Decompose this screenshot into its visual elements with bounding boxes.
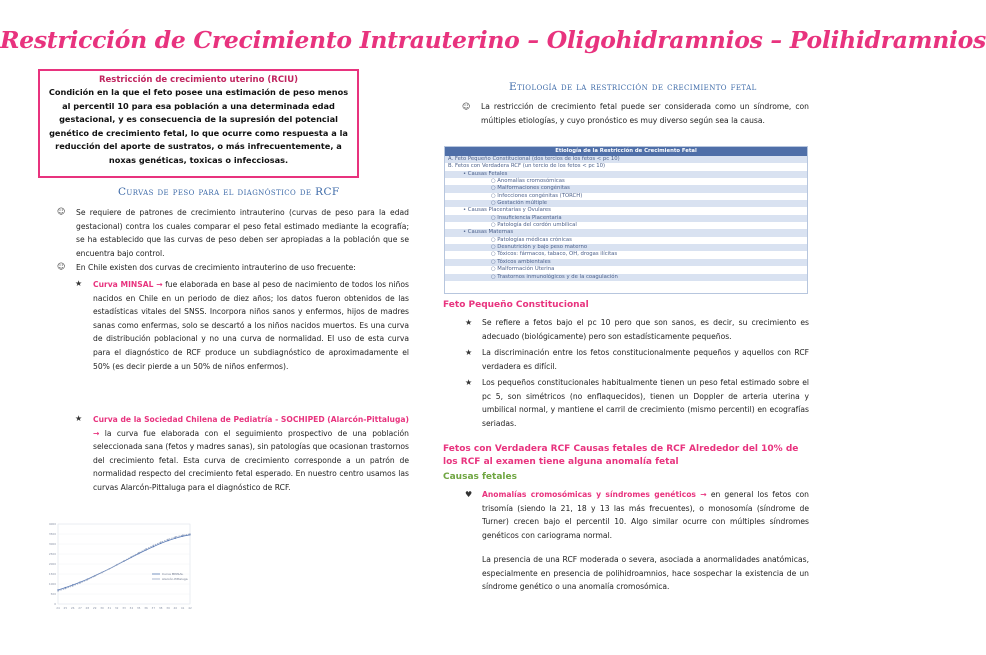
y-tick-label: 3000 — [48, 542, 56, 547]
curves-paragraph-1: Se requiere de patrones de crecimiento intrauterino (curvas de peso para la edad gestacional) contra los cuales comparar el peso fetal estimado mediante la ecografía; se ha establecido que las curvas de peso deben ser apropiadas a la población que se encuentra bajo control. — [76, 208, 409, 258]
y-tick-label: 2500 — [48, 552, 56, 557]
data-point — [153, 546, 154, 547]
x-tick-label: 36 — [144, 606, 148, 610]
smiley-icon: ☺ — [57, 262, 66, 271]
sochiped-item — [93, 413, 409, 495]
data-point — [79, 582, 80, 583]
y-tick-label: 2000 — [48, 562, 56, 567]
legend-entry: Alarcón-Pittaluga — [162, 577, 188, 582]
data-point — [65, 588, 66, 589]
sochiped-text: la curva fue elaborada con el seguimiento prospectivo de una población seleccionada sana (fetos y madres sanas), sin patologías que ocasionan trastornos del crecimiento fetal. Esta curva de crecimiento corresponde a un patrón de normalidad respecto del crecimiento fetal esperado. En nuestro centro usamos las curvas Alarcón-Pittaluga para el diagnóstico de RCF. — [93, 428, 409, 492]
table-row: ○ Infecciones congénitas (TORCH) — [491, 192, 583, 199]
data-point — [131, 556, 132, 557]
etiology-table — [444, 146, 808, 294]
star-icon: ★ — [75, 279, 83, 288]
table-row: ○ Patologías médicas crónicas — [491, 236, 572, 243]
data-point — [189, 533, 190, 534]
x-tick-label: 27 — [78, 606, 82, 610]
x-tick-label: 42 — [188, 606, 192, 610]
x-tick-label: 32 — [114, 606, 119, 610]
table-row: ○ Gestación múltiple — [445, 200, 807, 207]
legend-entry: Curva MINSAL — [162, 572, 184, 577]
data-point — [160, 543, 161, 544]
table-row: ○ Desnutrición y bajo peso materno — [445, 244, 807, 251]
chromosomal-label: Anomalías cromosómicas y síndromes genéticos → — [482, 490, 707, 499]
data-point — [167, 540, 168, 541]
table-row: • Causas Placentarias y Ovulares — [463, 207, 551, 214]
etiology-text: La restricción de crecimiento fetal puede ser considerada como un síndrome, con múltiples etiologías, y cuyo pronóstico es muy diverso según sea la causa. — [481, 102, 809, 125]
y-tick-label: 500 — [50, 592, 56, 597]
data-point — [116, 564, 117, 565]
data-point — [138, 552, 139, 553]
y-tick-label: 1000 — [48, 582, 56, 587]
data-point — [153, 545, 154, 546]
data-point — [101, 572, 102, 573]
x-tick-label: 24 — [56, 606, 60, 610]
small-fetus-heading: Feto Pequeño Constitucional — [443, 300, 589, 310]
etiology-heading: Etiología de la restricción de crecimiento fetal — [509, 81, 757, 93]
definition-heading: Restricción de crecimiento uterino (RCIU) — [98, 75, 299, 85]
table-row: ○ Tóxicos: fármacos, tabaco, OH, drogas ilícitas — [491, 251, 618, 258]
table-row: • Causas Fetales — [445, 171, 807, 178]
chromosomal-text: en general los fetos con trisomía (siendo la 21, 18 y 13 las más frecuentes), o monosomía (síndrome de Turner) crecen bajo el percentil 10. Algo similar ocurre con múltiples síndromes genéticos con cariograma normal. — [482, 490, 809, 540]
syndrome-paragraph: La presencia de una RCF moderada o severa, asociada a anormalidades anatómicas, especialmente en presencia de polihidroamnios, hace sospechar la existencia de un síndrome genético o una anomalía cromosómica. — [482, 555, 809, 592]
data-point — [94, 576, 95, 577]
x-tick-label: 40 — [173, 606, 178, 610]
x-tick-label: 31 — [107, 606, 112, 610]
data-point — [57, 590, 58, 591]
small-fetus-bullet-2: La discriminación entre los fetos constitucionalmente pequeños y aquellos con RCF verdadera es difícil. — [482, 348, 809, 371]
table-row: • Causas Maternas — [445, 229, 807, 236]
x-tick-label: 35 — [136, 606, 141, 610]
table-row: ○ Anomalías cromosómicas — [491, 178, 565, 185]
curves-heading: Curvas de peso para el diagnóstico de RCF — [118, 186, 340, 198]
small-fetus-bullet-3: Los pequeños constitucionales habitualmente tienen un peso fetal estimado sobre el pc 5, son simétricos (no enflaquecidos), tienen un Doppler de arteria uterina y umbilical normal, y mantiene el carril de crecimiento (mismo percentil) en ecografías seriadas. — [482, 378, 809, 428]
data-point — [123, 560, 124, 561]
curves-paragraph-2: En Chile existen dos curvas de crecimiento intrauterino de uso frecuente: — [76, 263, 356, 272]
growth-curve-chart — [40, 516, 204, 616]
table-row: ○ Malformaciones congénitas — [445, 185, 807, 192]
table-row: B. Fetos con Verdadera RCF (un tercio de los fetos < pc 10) — [448, 163, 606, 170]
x-tick-label: 41 — [180, 606, 185, 610]
data-point — [160, 542, 161, 543]
data-point — [167, 539, 168, 540]
table-row: A. Feto Pequeño Constitucional (dos tercios de los fetos < pc 10) — [445, 156, 807, 163]
y-tick-label: 3500 — [48, 532, 56, 537]
x-tick-label: 26 — [70, 606, 75, 610]
y-tick-label: 0 — [54, 602, 56, 607]
etiology-table-header: Etiología de la Restricción de Crecimiento Fetal — [445, 147, 807, 156]
x-tick-label: 29 — [92, 606, 97, 610]
definition-text: Condición en la que el feto posee una estimación de peso menos al percentil 10 para esa población a una determinada edad gestacional, y es consecuencia de la supresión del potencial genético de crecimiento fetal, lo que ocurre como respuesta a la reducción del aporte de sustratos, o más infrecuentemente, a noxas genéticas, toxicas o infecciosas. — [48, 87, 349, 165]
data-point — [72, 585, 73, 586]
data-point — [87, 579, 88, 580]
minsal-text: fue elaborada en base al peso de nacimiento de todos los niños nacidos en Chile en un periodo de diez años; los datos fueron obtenidos de las estadísticas vitales del SNSS. Incorpora niños sanos y enfermos, hijos de madres sanas como enfermas, solo se descartó a los niños nacidos muertos. Es una curva de distribución poblacional y no una curva de normalidad. El uso de esta curva para el diagnóstico de RCF produce un subdiagnóstico de aproximadamente el 50% (es decir pierde a un 50% de niños enfermos). — [93, 280, 409, 371]
table-row: ○ Patología del cordón umbilical — [491, 222, 577, 229]
definition-box — [38, 69, 359, 178]
minsal-item — [93, 278, 409, 373]
sochiped-label: Curva de la Sociedad Chilena de Pediatría - SOCHIPED (Alarcón-Pittaluga) → — [93, 415, 409, 438]
x-tick-label: 28 — [85, 606, 90, 610]
star-icon: ★ — [75, 414, 83, 423]
x-tick-label: 30 — [100, 606, 104, 610]
chromosomal-item — [482, 488, 809, 542]
x-tick-label: 37 — [151, 606, 156, 610]
star-icon: ★ — [465, 378, 473, 387]
data-point — [182, 535, 183, 536]
x-tick-label: 39 — [166, 606, 170, 610]
table-row: ○ Tóxicos ambientales — [445, 259, 807, 266]
y-tick-label: 4000 — [48, 522, 56, 527]
smiley-icon: ☺ — [57, 207, 66, 216]
y-tick-label: 1500 — [48, 572, 56, 577]
heart-icon: ♥ — [465, 490, 473, 499]
star-icon: ★ — [465, 318, 473, 327]
data-point — [175, 538, 176, 539]
table-row: ○ Trastornos inmunológicos y de la coagulación — [445, 274, 807, 281]
page-title: Restricción de Crecimiento Intrauterino – Oligohidramnios – Polihidramnios — [0, 26, 986, 54]
data-point — [109, 568, 110, 569]
x-tick-label: 34 — [129, 606, 134, 610]
smiley-icon: ☺ — [462, 102, 471, 111]
data-point — [145, 548, 146, 549]
star-icon: ★ — [465, 348, 473, 357]
small-fetus-bullet-1: Se refiere a fetos bajo el pc 10 pero que son sanos, es decir, su crecimiento es adecuado (biológicamente) pero son estadísticamente pequeños. — [482, 318, 809, 341]
true-rcf-heading: Fetos con Verdadera RCF Causas fetales de RCF Alrededor del 10% de los RCF al examen tiene alguna anomalía fetal — [443, 444, 799, 467]
table-row: ○ Malformación Uterina — [491, 266, 555, 273]
fetal-causes-subheading: Causas fetales — [443, 472, 517, 482]
table-row: ○ Insuficiencia Placentaria — [445, 215, 807, 222]
x-tick-label: 25 — [63, 606, 68, 610]
data-point — [175, 536, 176, 537]
x-tick-label: 38 — [158, 606, 163, 610]
x-tick-label: 33 — [122, 606, 126, 610]
minsal-label: Curva MINSAL → — [93, 280, 163, 289]
